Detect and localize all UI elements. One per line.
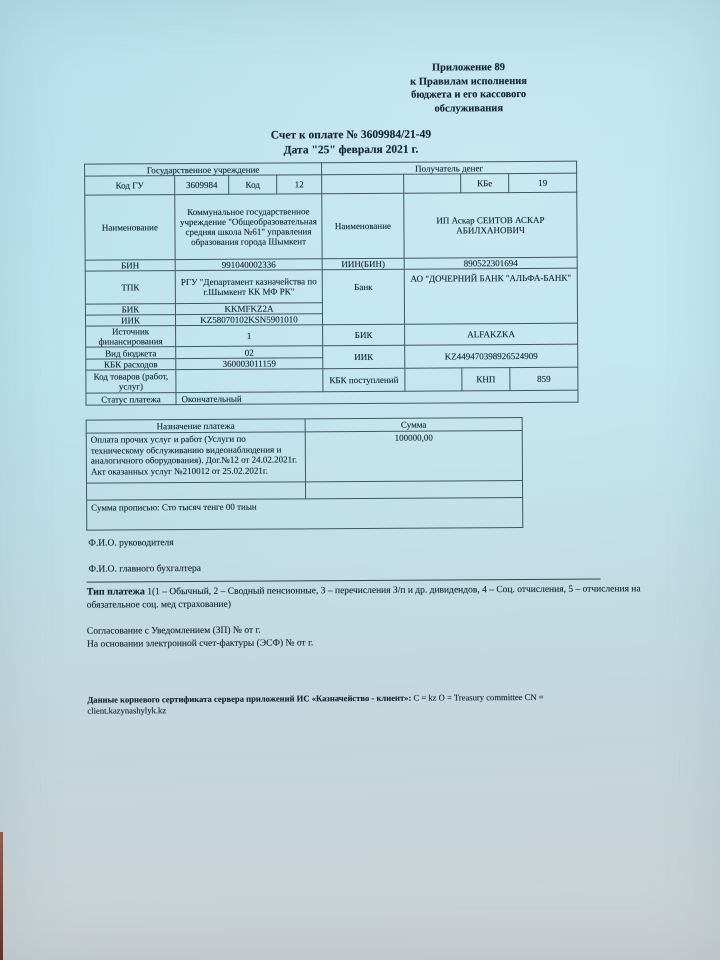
goods-code-label: Код товаров (работ, услуг) xyxy=(86,370,176,394)
receiver-name-label: Наименование xyxy=(322,193,404,258)
receiver-iin-label: ИИН(БИН) xyxy=(322,258,404,270)
kod-value: 12 xyxy=(277,175,322,194)
receiver-iin-value: 890522301694 xyxy=(404,257,577,269)
purpose-column-header: Назначение платежа xyxy=(86,419,305,433)
receiver-bik-label: БИК xyxy=(323,324,405,346)
budget-type-label: Вид бюджета xyxy=(86,347,176,360)
goods-code-value xyxy=(176,369,323,393)
gu-bik-label: БИК xyxy=(85,304,175,316)
section-divider-line xyxy=(87,579,601,583)
payment-type-label: Тип платежа xyxy=(86,586,145,598)
document-title-block xyxy=(0,126,704,159)
payment-type-text: 1(1 – Обычный, 2 – Сводный пенсионные, 3 – перечисления З/п и др. дивидендов, 4 – Соц. отчисления, 5 – отчисления на обязательное соц. мед страхование) xyxy=(86,584,641,611)
bank-value: АО "ДОЧЕРНИЙ БАНК "АЛЬФА-БАНК" xyxy=(404,268,577,324)
tpk-label: ТПК xyxy=(85,271,175,305)
tpk-value: РГУ "Департамент казначейства по г.Шымкент КК МФ РК" xyxy=(175,270,322,304)
appendix-line: бюджета и его кассового xyxy=(411,88,527,101)
gu-code-label: Код ГУ xyxy=(85,176,175,196)
kbk-income-label: КБК поступлений xyxy=(323,368,405,392)
receiver-name-value: ИП Аскар СЕИТОВ АСКАР АБИЛХАНОВИЧ xyxy=(404,192,577,258)
receiver-iik-value: KZ449470398926524909 xyxy=(405,344,578,368)
gu-section-header: Государственное учреждение xyxy=(85,163,322,176)
receiver-empty-cell xyxy=(404,174,461,193)
document-date: Дата "25" февраля 2021 г. xyxy=(283,143,419,156)
document-title: Счет к оплате № 3609984/21-49 xyxy=(270,128,432,142)
gu-name-value: Коммунальное государственное учреждение "Общеобразовательная средняя школа №61" управления образования города Шымкент xyxy=(175,194,322,260)
certificate-label: Данные корневого сертификата сервера приложений ИС «Казначейство - клиент»: xyxy=(87,692,412,705)
sum-column-header: Сумма xyxy=(305,418,522,432)
agreement-line: Согласование с Уведомлением (ЗП) № от г. xyxy=(86,625,261,637)
amount-in-words: Сумма прописью: Сто тысяч тенге 00 тиын xyxy=(87,498,523,531)
kbe-value: 19 xyxy=(509,173,577,192)
payment-status-label: Статус платежа xyxy=(86,393,176,406)
gu-name-label: Наименование xyxy=(85,195,175,261)
knp-label: КНП xyxy=(462,368,510,391)
kod-label: Код xyxy=(229,175,277,194)
gu-bik-value: KKMFKZ2A xyxy=(175,303,322,315)
payment-type-note xyxy=(87,583,644,611)
director-signature-line: Ф.И.О. руководителя xyxy=(88,538,174,549)
knp-value: 859 xyxy=(510,367,578,390)
chief-accountant-signature-line: Ф.И.О. главного бухгалтера xyxy=(88,563,202,575)
payment-purpose-table xyxy=(86,417,524,531)
kbk-income-value xyxy=(405,368,462,391)
kbk-expenses-value: 360003011159 xyxy=(176,358,323,370)
kbe-label: КБе xyxy=(461,174,509,193)
purpose-empty-cell xyxy=(87,482,306,500)
receiver-section-header: Получатель денег xyxy=(322,161,577,175)
appendix-line: Приложение 89 xyxy=(431,62,506,74)
photo-edge-artifact xyxy=(0,832,3,960)
purpose-text: Оплата прочих услуг и работ (Услуги по техническому обслуживанию видеонаблюдения и аналогичного оборудования). Дог.№12 от 24.02.2021г. Акт оказанных услуг №210012 от 25.02.2021г. xyxy=(86,432,305,483)
sum-value: 100000,00 xyxy=(305,431,522,482)
gu-bin-label: БИН xyxy=(85,260,175,272)
appendix-line: обслуживания xyxy=(434,102,504,115)
receiver-bik-value: ALFAKZKA xyxy=(405,323,578,345)
certificate-note xyxy=(87,692,574,717)
appendix-note xyxy=(369,61,567,116)
budget-type-value: 02 xyxy=(176,346,323,359)
funding-source-label: Источник финансирования xyxy=(86,326,176,348)
esf-basis-line: На основании электронной счет-фактуры (ЭСФ) № от г. xyxy=(86,638,314,650)
funding-source-value: 1 xyxy=(176,325,323,347)
payment-status-value: Окончательный xyxy=(176,390,578,404)
gu-code-value: 3609984 xyxy=(175,175,229,194)
bank-label: Банк xyxy=(322,269,404,324)
receiver-empty-cell xyxy=(322,174,404,194)
agreement-notes xyxy=(87,622,607,651)
requisites-table xyxy=(84,161,579,406)
receiver-iik-label: ИИК xyxy=(323,345,405,369)
appendix-line: к Правилам исполнения xyxy=(410,75,528,88)
kbk-expenses-label: КБК расходов xyxy=(86,359,176,371)
gu-iik-value: KZ58070102KSN5901010 xyxy=(175,314,322,326)
gu-iik-label: ИИК xyxy=(85,315,175,327)
certificate-value: C = kz O = Treasury committee CN = client.kazynashylyk.kz xyxy=(87,691,544,716)
sum-empty-cell xyxy=(306,481,523,499)
gu-bin-value: 991040002336 xyxy=(175,259,322,271)
